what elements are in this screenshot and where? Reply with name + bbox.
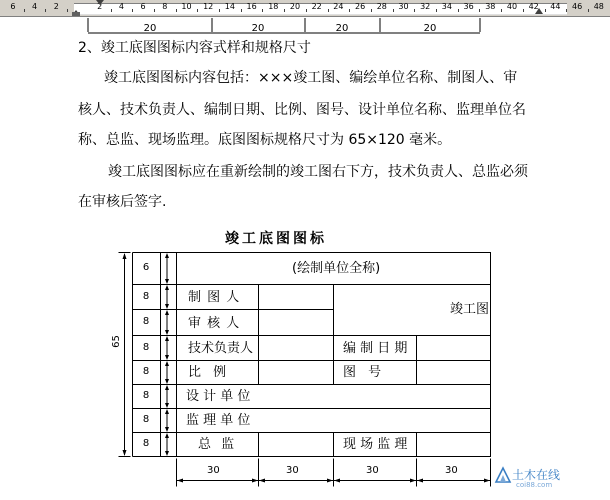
ruler-label: 10 xyxy=(181,2,192,11)
ruler-label: 14 xyxy=(224,2,235,11)
row-dim-4: 8 xyxy=(142,342,150,353)
ruler-label: 42 xyxy=(528,2,539,11)
row-dim-3: 8 xyxy=(142,316,150,327)
ruler-label: 32 xyxy=(420,2,431,11)
ruler-label: 48 xyxy=(593,2,604,11)
paragraph-2-line-1: 竣工底图图标应在重新绘制的竣工图右下方，技术负责人、总监必须 xyxy=(108,164,528,180)
paragraph-1-line-3: 称、总监、现场监理。底图图标规格尺寸为 65×120 毫米。 xyxy=(78,132,452,148)
ruler-label: 46 xyxy=(572,2,583,11)
ruler-label: 28 xyxy=(376,2,387,11)
ruler-label: 4 xyxy=(32,2,38,11)
ruler-label: 40 xyxy=(506,2,518,11)
row-dim-7: 8 xyxy=(142,414,150,425)
watermark-text: 土木在线 xyxy=(512,468,561,482)
site-watermark xyxy=(494,466,602,494)
ruler-label: 2 xyxy=(97,2,103,11)
drawing-name-cell: 竣工图 xyxy=(450,302,490,317)
title-block-heading: 竣工底图图标 xyxy=(225,231,327,247)
row-dim-5: 8 xyxy=(142,366,150,377)
ruler-label: 36 xyxy=(463,2,474,11)
ruler-label: 44 xyxy=(550,2,561,11)
ruler-label: 12 xyxy=(203,2,214,11)
ruler-label: 26 xyxy=(355,2,366,11)
reviewer-label: 审 核 人 xyxy=(188,316,241,331)
bottom-dim-2: 30 xyxy=(286,465,299,476)
tech-lead-label: 技术负责人 xyxy=(188,341,254,356)
date-label: 编 制 日 期 xyxy=(343,341,408,356)
col-dim-2: 20 xyxy=(251,23,265,34)
supervision-unit-label: 监 理 单 位 xyxy=(186,413,251,428)
bottom-dim-1: 30 xyxy=(207,465,220,476)
total-height-dim: 65 xyxy=(110,335,122,348)
ruler-label: 20 xyxy=(289,2,301,11)
scale-label: 比 例 xyxy=(188,365,231,380)
ruler-label: 6 xyxy=(140,2,146,11)
ruler-label: 6 xyxy=(10,2,16,11)
ruler-label: 24 xyxy=(333,2,344,11)
section-heading: 2、竣工底图图标内容式样和规格尺寸 xyxy=(78,40,311,56)
company-name-cell: (绘制单位全称) xyxy=(292,261,381,276)
ruler-label: 30 xyxy=(398,2,409,11)
paragraph-1-line-1: 竣工底图图标内容包括：×××竣工图、编绘单位名称、制图人、审 xyxy=(104,70,518,86)
row-dim-1: 6 xyxy=(142,262,150,273)
bottom-dim-3: 30 xyxy=(366,465,379,476)
ruler-label: 16 xyxy=(246,2,257,11)
chief-supervisor-label: 总 监 xyxy=(198,437,238,452)
col-dim-4: 20 xyxy=(423,23,437,34)
site-supervisor-label: 现 场 监 理 xyxy=(343,437,408,452)
bottom-dim-4: 30 xyxy=(445,465,458,476)
row-dim-6: 8 xyxy=(142,390,150,401)
design-unit-label: 设 计 单 位 xyxy=(186,389,251,404)
ruler-label: 22 xyxy=(311,2,322,11)
paragraph-1-line-2: 核人、技术负责人、编制日期、比例、图号、设计单位名称、监理单位名 xyxy=(78,102,526,118)
row-dim-2: 8 xyxy=(142,291,150,302)
col-dim-3: 20 xyxy=(335,23,349,34)
col-dim-1: 20 xyxy=(143,23,157,34)
drafter-label: 制 图 人 xyxy=(188,290,241,305)
drawing-no-label: 图 号 xyxy=(343,365,386,380)
ruler-label: 18 xyxy=(268,2,279,11)
ruler-label: 38 xyxy=(485,2,496,11)
row-dim-8: 8 xyxy=(142,438,150,449)
ruler-label: 4 xyxy=(118,2,124,11)
paragraph-2-line-2: 在审核后签字. xyxy=(78,194,167,210)
watermark-logo-icon xyxy=(494,466,512,484)
ruler-label: 2 xyxy=(53,2,59,11)
ruler-label: 8 xyxy=(162,2,168,11)
watermark-url: coi88.com xyxy=(516,481,553,489)
ruler-label: 34 xyxy=(441,2,452,11)
